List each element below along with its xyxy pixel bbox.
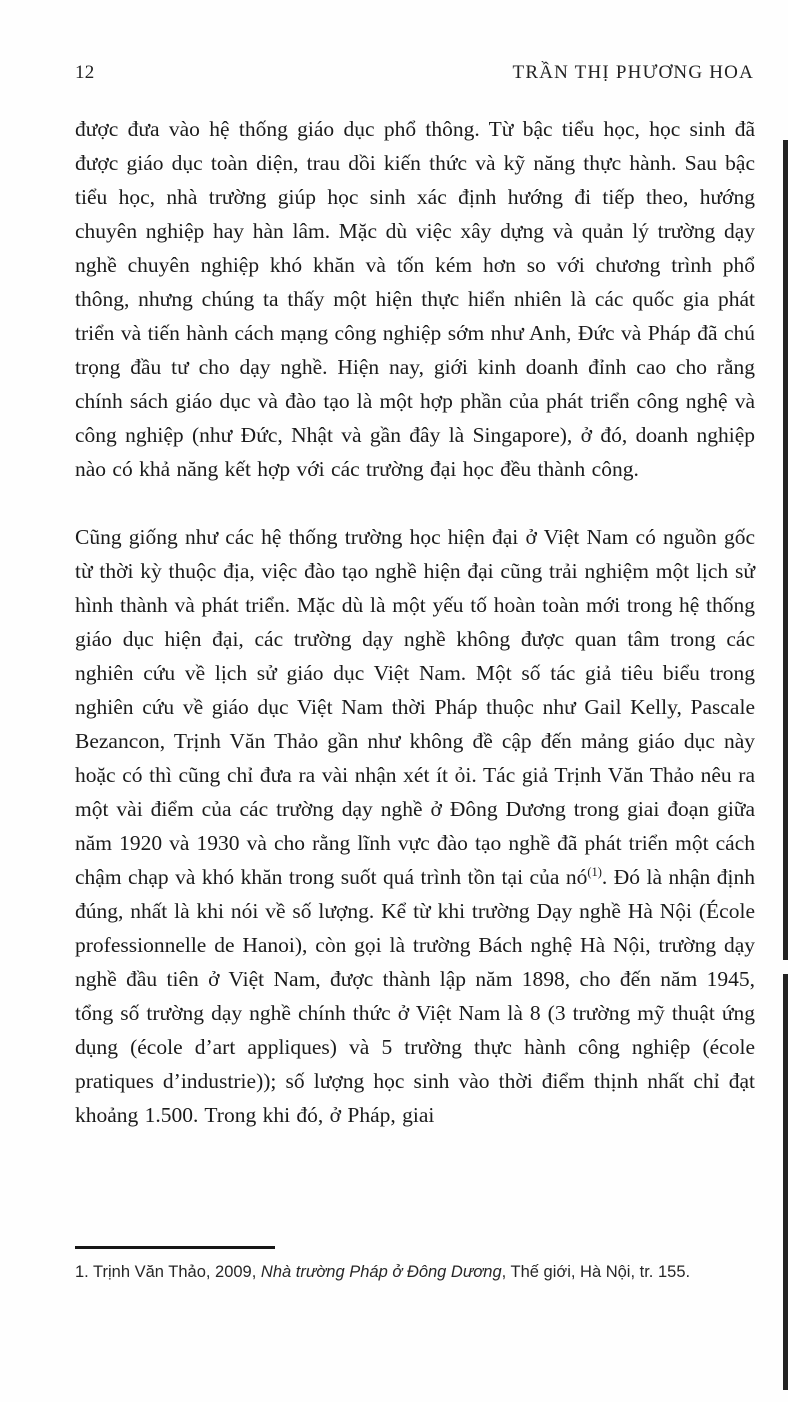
- footnote-marker: (1): [587, 864, 602, 879]
- paragraph-2-continued: . Đó là nhận định đúng, nhất là khi nói về số lượng. Kể từ khi trường Dạy nghề Hà Nội (École professionnelle de Hanoi), còn gọi là trường Bách nghệ Hà Nội, trường dạy nghề đầu tiên ở Việt Nam, được thành lập năm 1898, cho đến năm 1945, tổng số trường dạy nghề chính thức ở Việt Nam là 8 (3 trường mỹ thuật ứng dụng (école d’art appliques) và 5 trường thực hành công nghiệp (école pratiques d’industrie)); số lượng học sinh vào thời điểm thịnh nhất chỉ đạt khoảng 1.500. Trong khi đó, ở Pháp, giai: [75, 865, 756, 1127]
- page-number: 12: [75, 62, 95, 83]
- footnote-text-prefix: 1. Trịnh Văn Thảo, 2009,: [75, 1262, 261, 1281]
- footnote-block: [75, 1246, 754, 1284]
- running-title: TRẦN THỊ PHƯƠNG HOA: [512, 62, 754, 83]
- page-edge-shadow-gap: [783, 960, 788, 974]
- footnote-book-title: Nhà trường Pháp ở Đông Dương: [260, 1262, 502, 1281]
- footnote-divider: [75, 1246, 275, 1249]
- body-paragraph-1: được đưa vào hệ thống giáo dục phổ thông. Từ bậc tiểu học, học sinh đã được giáo dục toàn diện, trau dồi kiến thức và kỹ năng thực hành. Sau bậc tiểu học, nhà trường giúp học sinh xác định hướng đi tiếp theo, hướng chuyên nghiệp hay hàn lâm. Mặc dù việc xây dựng và quản lý trường dạy nghề chuyên nghiệp khó khăn và tốn kém hơn so với chương trình phổ thông, nhưng chúng ta thấy một hiện thực hiển nhiên là các quốc gia phát triển và tiến hành cách mạng công nghiệp sớm như Anh, Đức và Pháp đã chú trọng đầu tư cho dạy nghề. Hiện nay, giới kinh doanh đỉnh cao cho rằng chính sách giáo dục và đào tạo là một hợp phần của phát triển công nghệ và công nghiệp (như Đức, Nhật và gần đây là Singapore), ở đó, doanh nghiệp nào có khả năng kết hợp với các trường đại học đều thành công.: [75, 117, 755, 481]
- footnote: [75, 1261, 754, 1284]
- page-edge-shadow: [783, 140, 788, 1390]
- footnote-text-suffix: , Thế giới, Hà Nội, tr. 155.: [501, 1262, 691, 1281]
- paragraph-2-text: Cũng giống như các hệ thống trường học hiện đại ở Việt Nam có nguồn gốc từ thời kỳ thuộc địa, việc đào tạo nghề hiện đại cũng trải nghiệm một lịch sử hình thành và phát triển. Mặc dù là một yếu tố hoàn toàn mới trong hệ thống giáo dục hiện đại, các trường dạy nghề không được quan tâm trong các nghiên cứu về lịch sử giáo dục Việt Nam. Một số tác giả tiêu biểu trong nghiên cứu về giáo dục Việt Nam thời Pháp thuộc như Gail Kelly, Pascale Bezancon, Trịnh Văn Thảo gần như không đề cập đến mảng giáo dục này hoặc có thì cũng chỉ đưa ra vài nhận xét ít ỏi. Tác giả Trịnh Văn Thảo nêu ra một vài điểm của các trường dạy nghề ở Đông Dương trong giai đoạn giữa năm 1920 và 1930 và cho rằng lĩnh vực đào tạo nghề đã phát triển một cách chậm chạp và khó khăn trong suốt quá trình tồn tại của nó: [75, 525, 755, 889]
- body-paragraph-2: [0, 520, 788, 1132]
- page-header: [0, 0, 788, 84]
